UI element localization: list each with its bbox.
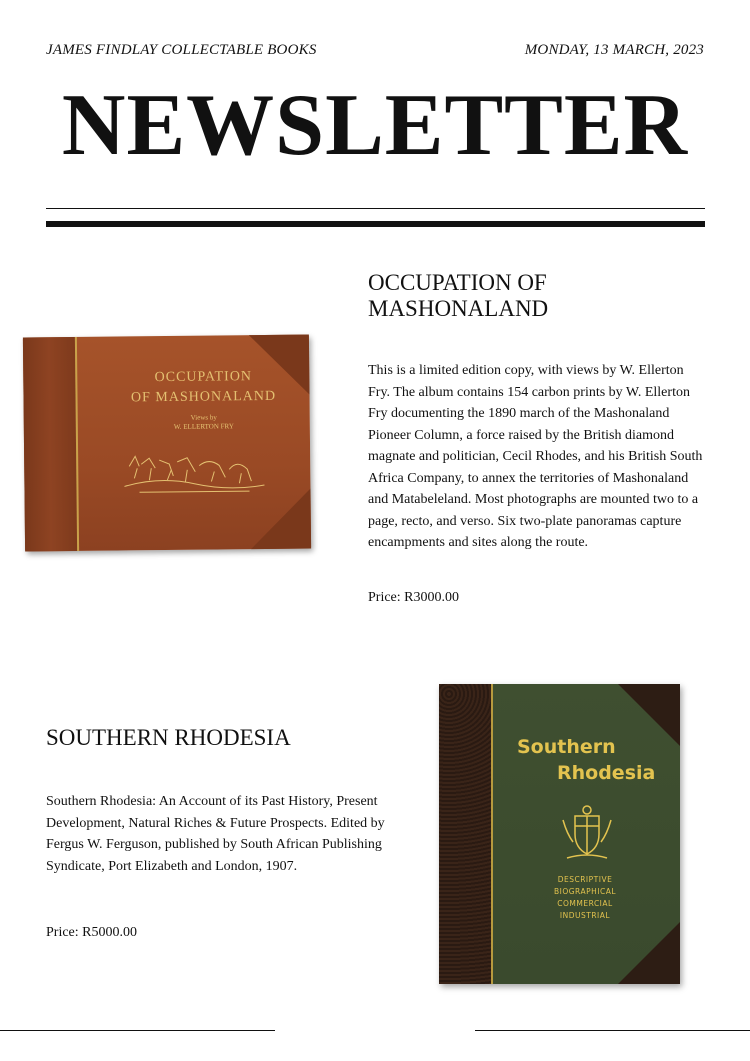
article-description-occupation: This is a limited edition copy, with views by W. Ellerton Fry. The album contains 154 carbon prints by W. Ellerton Fry documenting the 1890 march of the Mashonaland Pioneer Column, a force raised by the British diamond magnate and politician, Cecil Rhodes, and his British South Africa Company, to annex the territories of Mashonaland and Matabeleland. Most photographs are mounted two to a page, recto, and verso. Six two-plate panoramas capture encampments and sites along the route.	[368, 363, 703, 550]
cover-subtitle: COMMERCIAL	[557, 899, 613, 908]
title-line: MASHONALAND	[368, 296, 549, 321]
cover-title-line: Southern	[517, 736, 616, 758]
cover-subtitle: BIOGRAPHICAL	[553, 887, 617, 896]
footer-rule-right	[475, 1030, 750, 1031]
cover-author: W. ELLERTON FRY	[173, 422, 234, 431]
leather-corner	[618, 684, 680, 746]
article-price-southern-rhodesia: Price: R5000.00	[46, 925, 137, 940]
footer-rule-left	[0, 1030, 275, 1031]
book-spine	[23, 337, 77, 552]
book-image-occupation-of-mashonaland	[23, 335, 311, 552]
masthead-title: NEWSLETTER	[61, 77, 689, 174]
leather-corner	[250, 488, 311, 549]
book-spine	[439, 684, 491, 984]
article-price-occupation: Price: R3000.00	[368, 590, 459, 605]
book-image-southern-rhodesia	[439, 684, 680, 984]
gilt-spine-line	[491, 684, 493, 984]
pioneer-column-illustration	[119, 435, 270, 499]
cover-title-line: OCCUPATION	[154, 369, 253, 386]
cover-views-by: Views by	[190, 413, 217, 422]
article-title-southern-rhodesia: SOUTHERN RHODESIA	[46, 725, 291, 750]
cover-title-line: OF MASHONALAND	[130, 388, 277, 406]
cover-title-line: Rhodesia	[557, 762, 656, 784]
cover-subtitle: DESCRIPTIVE	[557, 875, 613, 884]
leather-corner	[618, 922, 680, 984]
article-description-southern-rhodesia: Southern Rhodesia: An Account of its Past History, Present Development, Natural Riches & Future Prospects. Edited by Fergus W. Ferguson, published by South African Publishing Syndicate, Port Elizabeth and London, 1907.	[46, 794, 385, 874]
issue-date: MONDAY, 13 MARCH, 2023	[524, 42, 704, 58]
title-line: OCCUPATION OF	[368, 270, 547, 295]
cover-subtitle: INDUSTRIAL	[559, 911, 611, 920]
publisher-name: JAMES FINDLAY COLLECTABLE BOOKS	[46, 42, 317, 58]
header-rule-thin	[46, 208, 705, 209]
coat-of-arms-icon	[559, 802, 615, 862]
article-title-occupation	[368, 270, 668, 322]
header-rule-thick	[46, 221, 705, 227]
